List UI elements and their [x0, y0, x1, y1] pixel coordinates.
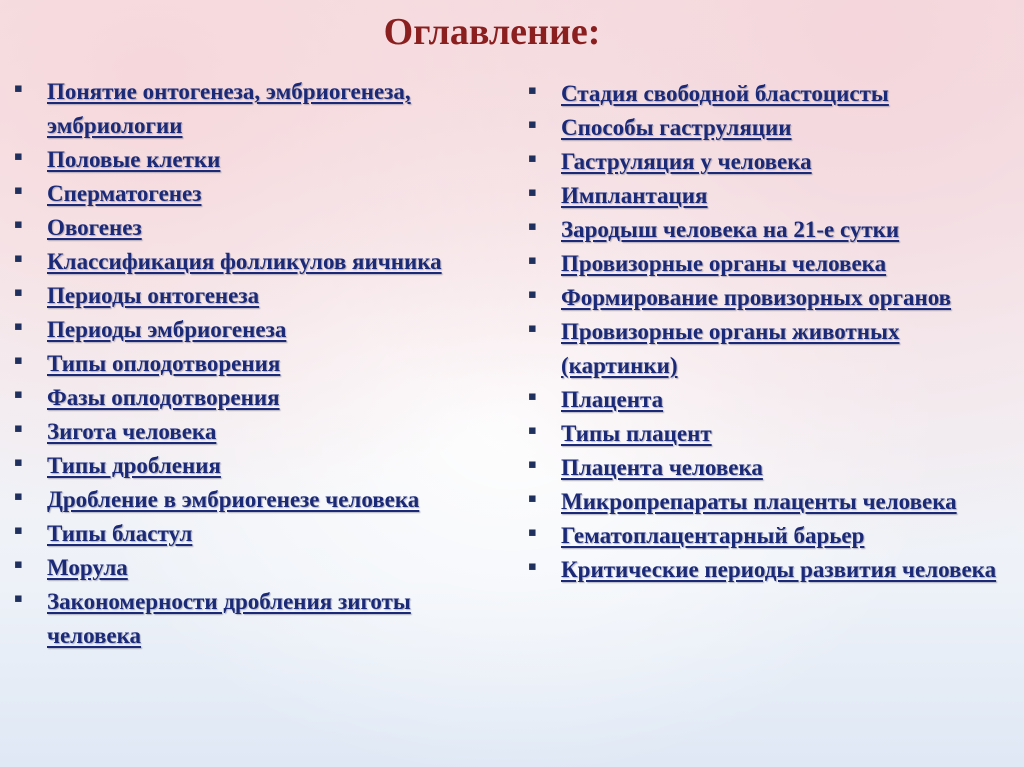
bullet-icon: ▪: [528, 83, 537, 98]
toc-link-human-placenta[interactable]: Плацента человека: [561, 455, 763, 480]
toc-link-cleavage-types[interactable]: Типы дробления: [47, 453, 221, 478]
toc-link-free-blastocyst[interactable]: Стадия свободной бластоцисты: [561, 81, 889, 106]
toc-link-critical-periods[interactable]: Критические периоды развития человека: [561, 557, 997, 582]
toc-item: [14, 551, 484, 585]
bullet-icon: ▪: [14, 455, 23, 470]
bullet-icon: ▪: [14, 489, 23, 504]
toc-link-ontogenesis-periods[interactable]: Периоды онтогенеза: [47, 283, 260, 308]
bullet-icon: ▪: [14, 251, 23, 266]
bullet-icon: ▪: [14, 353, 23, 368]
toc-item: [14, 143, 484, 177]
toc-item: [14, 449, 484, 483]
toc-link-placenta-types[interactable]: Типы плацент: [561, 421, 712, 446]
toc-link-morula[interactable]: Морула: [47, 555, 128, 580]
bullet-icon: ▪: [528, 321, 537, 336]
toc-item: [14, 415, 484, 449]
page-title: [0, 10, 1024, 54]
toc-link-human-cleavage[interactable]: Дробление в эмбриогенезе человека: [47, 487, 420, 512]
toc-item: [14, 483, 484, 517]
toc-item: [14, 211, 484, 245]
bullet-icon: ▪: [14, 523, 23, 538]
toc-link-fertilization-phases[interactable]: Фазы оплодотворения: [47, 385, 280, 410]
bullet-icon: ▪: [14, 387, 23, 402]
bullet-icon: ▪: [528, 219, 537, 234]
toc-link-cleavage-patterns[interactable]: Закономерности дробления зиготы человека: [47, 589, 411, 648]
toc-item: [528, 451, 1008, 485]
toc-item: [14, 75, 484, 143]
toc-link-embryogenesis-periods[interactable]: Периоды эмбриогенеза: [47, 317, 287, 342]
toc-link-animal-provisional-organs[interactable]: Провизорные органы животных (картинки): [561, 319, 900, 378]
toc-item: [528, 145, 1008, 179]
page-title-text: Оглавление:: [383, 11, 601, 53]
bullet-icon: ▪: [528, 457, 537, 472]
bullet-icon: ▪: [528, 287, 537, 302]
toc-item: [14, 313, 484, 347]
bullet-icon: ▪: [14, 557, 23, 572]
bullet-icon: ▪: [528, 185, 537, 200]
toc-link-placenta[interactable]: Плацента: [561, 387, 664, 412]
toc-item: [528, 383, 1008, 417]
bullet-icon: ▪: [528, 253, 537, 268]
toc-link-ontogenesis-concept[interactable]: Понятие онтогенеза, эмбриогенеза, эмбриологии: [47, 79, 411, 138]
toc-item: [528, 485, 1008, 519]
toc-item: [528, 179, 1008, 213]
toc-item: [14, 279, 484, 313]
toc-link-human-gastrulation[interactable]: Гаструляция у человека: [561, 149, 812, 174]
toc-link-spermatogenesis[interactable]: Сперматогенез: [47, 181, 202, 206]
toc-item: [528, 315, 1008, 383]
bullet-icon: ▪: [14, 421, 23, 436]
bullet-icon: ▪: [14, 319, 23, 334]
toc-link-hematoplacental-barrier[interactable]: Гематоплацентарный барьер: [561, 523, 865, 548]
bullet-icon: ▪: [14, 285, 23, 300]
bullet-icon: ▪: [528, 151, 537, 166]
toc-item: [528, 417, 1008, 451]
toc-item: [14, 347, 484, 381]
toc-link-germ-cells[interactable]: Половые клетки: [47, 147, 221, 172]
bullet-icon: ▪: [528, 389, 537, 404]
toc-item: [528, 213, 1008, 247]
toc-left-column: [14, 75, 484, 653]
toc-right-column: [528, 77, 1008, 587]
toc-item: [528, 553, 1008, 587]
bullet-icon: ▪: [528, 491, 537, 506]
bullet-icon: ▪: [14, 183, 23, 198]
toc-link-provisional-organ-formation[interactable]: Формирование провизорных органов: [561, 285, 952, 310]
toc-link-blastula-types[interactable]: Типы бластул: [47, 521, 193, 546]
toc-item: [14, 517, 484, 551]
toc-item: [14, 381, 484, 415]
toc-item: [14, 245, 484, 279]
toc-link-follicle-classification[interactable]: Классификация фолликулов яичника: [47, 249, 442, 274]
bullet-icon: ▪: [528, 559, 537, 574]
bullet-icon: ▪: [528, 525, 537, 540]
toc-link-placenta-micropreparations[interactable]: Микропрепараты плаценты человека: [561, 489, 957, 514]
toc-link-gastrulation-methods[interactable]: Способы гаструляции: [561, 115, 792, 140]
toc-item: [528, 281, 1008, 315]
toc-item: [14, 177, 484, 211]
bullet-icon: ▪: [14, 591, 23, 606]
toc-link-embryo-day-21[interactable]: Зародыш человека на 21-е сутки: [561, 217, 900, 242]
toc-link-human-provisional-organs[interactable]: Провизорные органы человека: [561, 251, 887, 276]
bullet-icon: ▪: [528, 423, 537, 438]
toc-link-fertilization-types[interactable]: Типы оплодотворения: [47, 351, 281, 376]
toc-item: [528, 111, 1008, 145]
bullet-icon: ▪: [14, 149, 23, 164]
toc-item: [528, 519, 1008, 553]
bullet-icon: ▪: [14, 217, 23, 232]
toc-link-implantation[interactable]: Имплантация: [561, 183, 708, 208]
bullet-icon: ▪: [14, 81, 23, 96]
toc-item: [14, 585, 484, 653]
bullet-icon: ▪: [528, 117, 537, 132]
toc-link-oogenesis[interactable]: Овогенез: [47, 215, 142, 240]
toc-item: [528, 247, 1008, 281]
toc-item: [528, 77, 1008, 111]
toc-link-human-zygote[interactable]: Зигота человека: [47, 419, 217, 444]
